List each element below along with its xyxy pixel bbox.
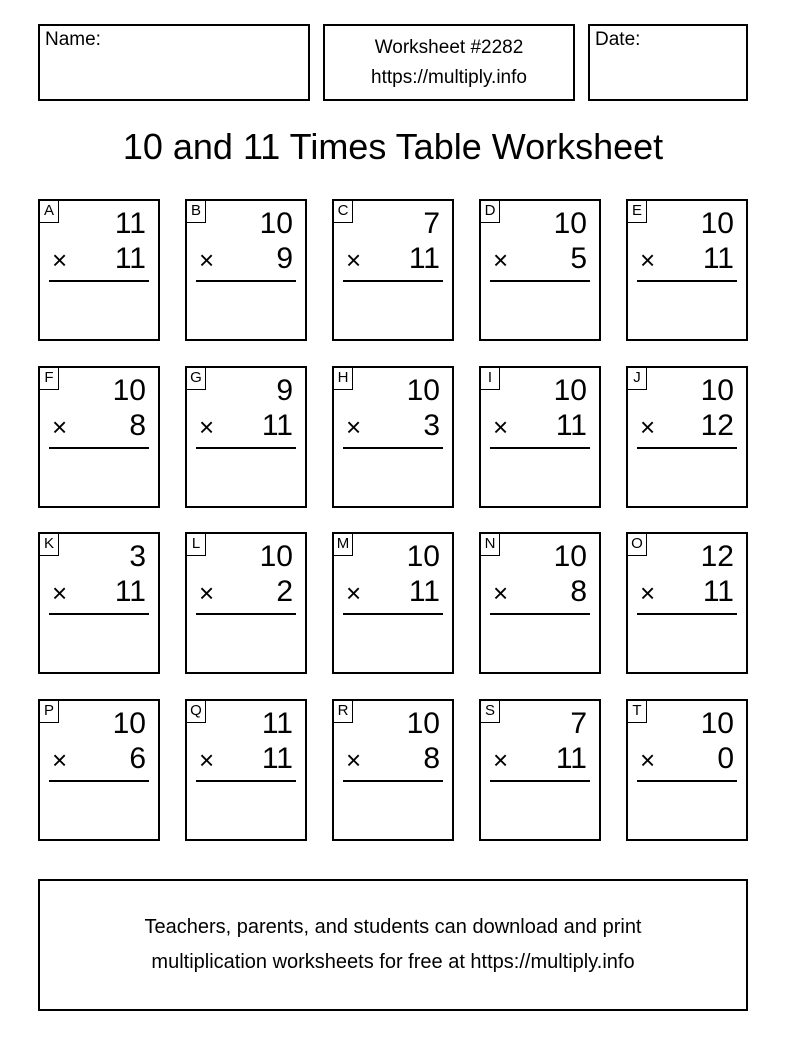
problem-top-number: 10 — [259, 540, 293, 573]
problem-bottom-number: 11 — [114, 242, 146, 275]
problem-bottom-number: 11 — [555, 409, 587, 442]
problem-bottom-number: 3 — [423, 409, 440, 442]
problem-top-number: 10 — [406, 374, 440, 407]
problem-letter: L — [187, 534, 206, 556]
times-sign: × — [52, 245, 68, 275]
times-sign: × — [493, 412, 509, 442]
page-title: 10 and 11 Times Table Worksheet — [122, 126, 664, 167]
problem-card[interactable] — [38, 532, 160, 674]
answer-line — [490, 780, 590, 782]
problem-card[interactable] — [479, 366, 601, 508]
problem-card[interactable] — [479, 532, 601, 674]
answer-line — [637, 780, 737, 782]
times-sign: × — [640, 578, 656, 608]
problem-card[interactable] — [626, 532, 748, 674]
problem-card[interactable] — [332, 532, 454, 674]
problem-top-number: 10 — [112, 374, 146, 407]
footer-box — [38, 879, 748, 1011]
problem-letter: H — [334, 368, 353, 390]
problem-card[interactable] — [332, 366, 454, 508]
answer-line — [49, 613, 149, 615]
problem-top-number: 10 — [553, 207, 587, 240]
answer-line — [343, 280, 443, 282]
times-sign: × — [493, 578, 509, 608]
problem-letter: F — [40, 368, 59, 390]
problem-bottom-number: 8 — [570, 575, 587, 608]
problem-top-number: 11 — [114, 207, 146, 240]
problem-top-number: 10 — [700, 374, 734, 407]
times-sign: × — [52, 412, 68, 442]
problem-letter: J — [628, 368, 647, 390]
times-sign: × — [640, 245, 656, 275]
problem-top-number: 10 — [700, 707, 734, 740]
times-sign: × — [640, 745, 656, 775]
answer-line — [196, 780, 296, 782]
times-sign: × — [346, 745, 362, 775]
times-sign: × — [52, 745, 68, 775]
problem-bottom-number: 11 — [261, 409, 293, 442]
problem-card[interactable] — [332, 699, 454, 841]
problem-card[interactable] — [185, 699, 307, 841]
problem-bottom-number: 5 — [570, 242, 587, 275]
answer-line — [490, 613, 590, 615]
answer-line — [196, 613, 296, 615]
problem-letter: B — [187, 201, 206, 223]
problem-bottom-number: 8 — [423, 742, 440, 775]
times-sign: × — [199, 578, 215, 608]
name-field-box[interactable] — [38, 24, 310, 101]
problem-card[interactable] — [332, 199, 454, 341]
date-field-box[interactable] — [588, 24, 748, 101]
problem-letter: P — [40, 701, 59, 723]
problem-letter: T — [628, 701, 647, 723]
problem-letter: N — [481, 534, 500, 556]
problem-letter: A — [40, 201, 59, 223]
times-sign: × — [493, 745, 509, 775]
answer-line — [49, 780, 149, 782]
answer-line — [490, 447, 590, 449]
problem-card[interactable] — [185, 532, 307, 674]
answer-line — [343, 613, 443, 615]
problem-bottom-number: 11 — [408, 242, 440, 275]
problem-letter: S — [481, 701, 500, 723]
problem-letter: R — [334, 701, 353, 723]
problem-top-number: 11 — [261, 707, 293, 740]
problem-top-number: 3 — [129, 540, 146, 573]
footer-line-1: Teachers, parents, and students can download and print — [144, 916, 642, 938]
answer-line — [196, 447, 296, 449]
problem-letter: G — [187, 368, 206, 390]
problem-bottom-number: 11 — [261, 742, 293, 775]
problem-letter: D — [481, 201, 500, 223]
answer-line — [637, 280, 737, 282]
answer-line — [490, 280, 590, 282]
problem-top-number: 10 — [700, 207, 734, 240]
problem-top-number: 10 — [553, 374, 587, 407]
problem-bottom-number: 2 — [276, 575, 293, 608]
problem-letter: I — [481, 368, 500, 390]
problem-bottom-number: 11 — [702, 242, 734, 275]
problem-top-number: 9 — [276, 374, 293, 407]
problem-top-number: 7 — [570, 707, 587, 740]
times-sign: × — [52, 578, 68, 608]
problem-top-number: 10 — [406, 707, 440, 740]
problem-bottom-number: 6 — [129, 742, 146, 775]
answer-line — [637, 447, 737, 449]
times-sign: × — [199, 245, 215, 275]
problem-letter: Q — [187, 701, 206, 723]
problem-bottom-number: 11 — [702, 575, 734, 608]
worksheet-info-box — [323, 24, 575, 101]
answer-line — [343, 447, 443, 449]
problem-top-number: 7 — [423, 207, 440, 240]
problem-card[interactable] — [626, 199, 748, 341]
problem-card[interactable] — [185, 366, 307, 508]
problem-letter: O — [628, 534, 647, 556]
problem-bottom-number: 11 — [408, 575, 440, 608]
name-label: Name: — [45, 29, 101, 50]
answer-line — [343, 780, 443, 782]
answer-line — [196, 280, 296, 282]
problem-bottom-number: 11 — [555, 742, 587, 775]
times-sign: × — [199, 745, 215, 775]
problem-bottom-number: 0 — [717, 742, 734, 775]
answer-line — [637, 613, 737, 615]
problem-top-number: 10 — [112, 707, 146, 740]
problem-card[interactable] — [626, 699, 748, 841]
problem-card[interactable] — [626, 366, 748, 508]
problem-top-number: 10 — [553, 540, 587, 573]
times-sign: × — [346, 245, 362, 275]
problem-letter: M — [334, 534, 353, 556]
problem-card[interactable] — [38, 366, 160, 508]
problem-card[interactable] — [38, 199, 160, 341]
date-label: Date: — [595, 29, 641, 50]
answer-line — [49, 280, 149, 282]
problem-top-number: 12 — [700, 540, 734, 573]
footer-line-2: multiplication worksheets for free at https://multiply.info — [151, 951, 635, 973]
problem-bottom-number: 11 — [114, 575, 146, 608]
problem-letter: C — [334, 201, 353, 223]
problem-bottom-number: 8 — [129, 409, 146, 442]
worksheet-number: Worksheet #2282 — [374, 37, 524, 58]
times-sign: × — [640, 412, 656, 442]
answer-line — [49, 447, 149, 449]
problem-letter: E — [628, 201, 647, 223]
problem-card[interactable] — [479, 699, 601, 841]
problem-top-number: 10 — [406, 540, 440, 573]
problem-card[interactable] — [38, 699, 160, 841]
problem-card[interactable] — [479, 199, 601, 341]
problem-letter: K — [40, 534, 59, 556]
worksheet-url: https://multiply.info — [371, 67, 527, 88]
problem-top-number: 10 — [259, 207, 293, 240]
times-sign: × — [346, 412, 362, 442]
times-sign: × — [346, 578, 362, 608]
times-sign: × — [199, 412, 215, 442]
problem-bottom-number: 9 — [276, 242, 293, 275]
problem-card[interactable] — [185, 199, 307, 341]
times-sign: × — [493, 245, 509, 275]
problem-bottom-number: 12 — [700, 409, 734, 442]
